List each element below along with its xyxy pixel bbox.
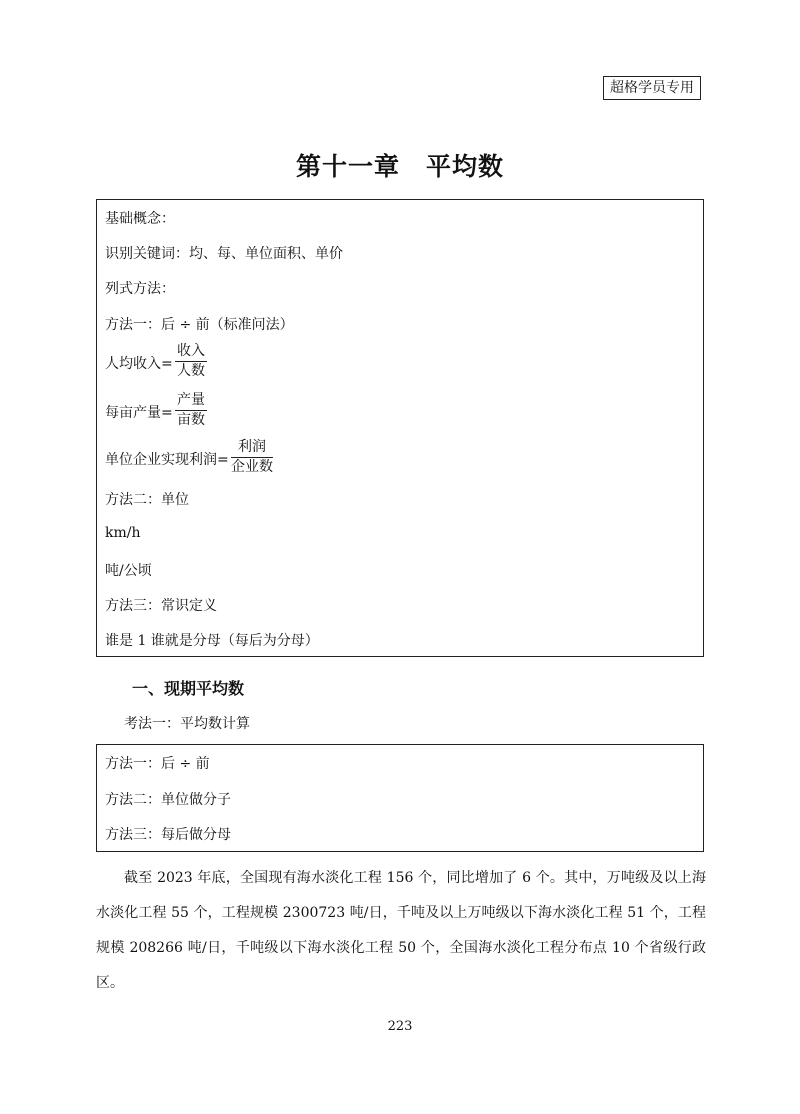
calc-method-one: 方法一：后 ÷ 前 [105, 756, 210, 772]
formula-lhs: 人均收入= [105, 356, 173, 372]
calc-method-two: 方法二：单位做分子 [105, 792, 231, 808]
section-heading: 一、现期平均数 [132, 679, 245, 698]
denominator: 企业数 [231, 459, 273, 475]
trainee-only-stamp: 超格学员专用 [603, 76, 701, 100]
numerator: 利润 [231, 438, 273, 458]
fraction [175, 342, 207, 381]
example-paragraph: 截至 2023 年底，全国现有海水淡化工程 156 个，同比增加了 6 个。其中，万吨级及以上海水淡化工程 55 个，工程规模 2300723 吨/日，千吨及以上万吨级以下海水淡化工程 51 个，工程规模 208266 吨/日，千吨级以下海水淡化工程 50 个，全国海水淡化工程分布点 10 个省级行政区。 [96, 870, 706, 991]
numerator: 收入 [175, 342, 207, 362]
exam-method-subheading: 考法一：平均数计算 [124, 716, 250, 732]
denominator: 人数 [177, 363, 205, 379]
basic-concept-box [96, 199, 704, 657]
method-one-line: 方法一：后 ÷ 前（标准问法） [105, 317, 294, 333]
calc-method-three: 方法三：每后做分母 [105, 827, 231, 843]
chapter-title: 第十一章 平均数 [295, 152, 504, 181]
fraction [231, 438, 273, 477]
unit-example-speed: km/h [105, 525, 141, 541]
page-number: 223 [387, 1019, 413, 1034]
method-three-line: 方法三：常识定义 [105, 598, 217, 614]
keyword-line: 识别关键词：均、每、单位面积、单价 [105, 246, 343, 262]
formula-lhs: 单位企业实现利润= [105, 452, 229, 468]
formula-method-line: 列式方法： [105, 281, 175, 297]
concept-title: 基础概念： [105, 211, 175, 227]
denominator-rule-line: 谁是 1 谁就是分母（每后为分母） [105, 633, 319, 649]
formula-lhs: 每亩产量= [105, 405, 173, 421]
method-two-line: 方法二：单位 [105, 492, 189, 508]
denominator: 亩数 [177, 412, 205, 428]
calculation-methods-box [96, 744, 704, 852]
numerator: 产量 [175, 391, 207, 411]
fraction [175, 391, 207, 430]
unit-example-yield: 吨/公顷 [105, 563, 152, 579]
